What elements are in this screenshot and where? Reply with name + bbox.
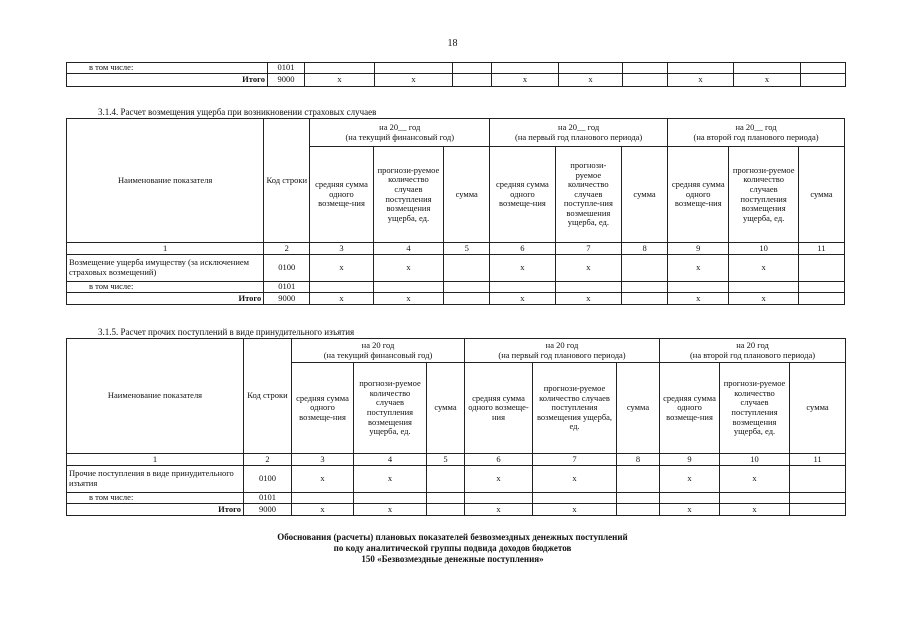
column-header-avg: средняя сумма одного возмеще-ния [490,147,555,243]
x-mark: x [668,74,734,87]
year-header-first-plan: на 20__ год (на первый год планового периода) [490,119,668,147]
x-mark: x [555,255,621,282]
column-header-name: Наименование показателя [67,339,244,454]
column-number: 11 [790,454,846,466]
table-header-row [67,339,846,363]
x-mark: x [354,504,427,516]
column-number: 9 [668,243,729,255]
in-that-label: в том числе: [67,493,244,504]
x-mark: x [354,466,427,493]
row-name: Прочие поступления в виде принудительного изъятия [67,466,244,493]
table-row [67,466,846,493]
in-that-label: в том числе: [67,63,268,74]
x-mark: x [720,466,790,493]
column-number: 6 [490,243,555,255]
x-mark: x [490,293,555,305]
row-code: 0100 [244,466,292,493]
column-number: 5 [427,454,465,466]
column-number: 10 [720,454,790,466]
total-label: Итого [67,74,268,87]
column-header-avg: средняя сумма одного возмеще-ния [310,147,373,243]
column-number: 10 [729,243,799,255]
row-code: 9000 [264,293,310,305]
column-number: 4 [373,243,444,255]
column-header-forecast: прогнози-руемое количество случаев поступления возмещения ущерба, ед. [354,363,427,454]
row-code: 0100 [264,255,310,282]
x-mark: x [668,255,729,282]
column-number: 2 [244,454,292,466]
column-number: 3 [292,454,354,466]
column-number: 6 [465,454,533,466]
total-label: Итого [67,504,244,516]
column-number: 11 [798,243,844,255]
table-row [67,74,846,87]
year-header-first-plan: на 20 год (на первый год планового периода) [465,339,660,363]
column-header-avg: средняя сумма одного возмеще-ния [668,147,729,243]
column-header-sum: сумма [444,147,490,243]
column-header-name: Наименование показателя [67,119,264,243]
column-number: 2 [264,243,310,255]
table-row [67,293,845,305]
column-header-sum: сумма [622,147,668,243]
column-header-avg: средняя сумма одного возмеще-ния [660,363,720,454]
column-header-sum: сумма [798,147,844,243]
column-header-forecast: прогнози-руемое количество случаев поступления возмещения ущерба, ед. [729,147,799,243]
column-header-avg: средняя сумма одного возмеще-ния [292,363,354,454]
column-number-row [67,243,845,255]
x-mark: x [305,74,375,87]
x-mark: x [490,255,555,282]
forced-withdrawal-table [66,338,846,516]
column-number: 3 [310,243,373,255]
damage-compensation-table [66,118,845,305]
row-code: 9000 [268,74,305,87]
column-number: 7 [533,454,617,466]
heading-line: 150 «Безвозмездные денежные поступления» [361,554,544,564]
x-mark: x [660,504,720,516]
x-mark: x [668,293,729,305]
table-row [67,63,846,74]
year-header-second-plan: на 20 год (на второй год планового периода) [660,339,846,363]
table-row [67,255,845,282]
column-header-forecast: прогнози-руемое количество случаев поступления возмещения ущерба, ед. [373,147,444,243]
x-mark: x [559,74,623,87]
column-header-forecast: прогнози-руемое количество случаев поступления возмещения ущерба, ед. [720,363,790,454]
x-mark: x [292,466,354,493]
x-mark: x [533,504,617,516]
year-header-current: на 20__ год (на текущий финансовый год) [310,119,490,147]
row-code: 0101 [244,493,292,504]
top-table [66,62,846,87]
year-header-current: на 20 год (на текущий финансовый год) [292,339,465,363]
page-number: 18 [447,38,458,49]
row-code: 0101 [268,63,305,74]
column-header-code: Код строки [264,119,310,243]
x-mark: x [729,255,799,282]
x-mark: x [373,255,444,282]
column-number: 8 [622,243,668,255]
column-number: 1 [67,243,264,255]
x-mark: x [734,74,801,87]
heading-line: Обоснования (расчеты) плановых показателей безвозмездных денежных поступлений [277,532,628,542]
column-number: 7 [555,243,621,255]
table-row [67,493,846,504]
column-header-sum: сумма [790,363,846,454]
row-code: 0101 [264,282,310,293]
x-mark: x [492,74,559,87]
row-name: Возмещение ущерба имуществу (за исключением страховых возмещений) [67,255,264,282]
column-number: 8 [617,454,660,466]
column-header-code: Код строки [244,339,292,454]
section-caption: 3.1.4. Расчет возмещения ущерба при возникновении страховых случаев [98,107,377,117]
column-header-sum: сумма [617,363,660,454]
x-mark: x [310,293,373,305]
column-header-forecast: прогнози-руемое количество случаев поступления возмещения ущерба, ед. [533,363,617,454]
x-mark: x [373,293,444,305]
next-section-heading [0,532,905,565]
x-mark: x [375,74,453,87]
x-mark: x [533,466,617,493]
column-header-sum: сумма [427,363,465,454]
year-header-second-plan: на 20__ год (на второй год планового периода) [668,119,845,147]
section-caption: 3.1.5. Расчет прочих поступлений в виде принудительного изъятия [98,327,355,337]
table-row [67,504,846,516]
x-mark: x [465,504,533,516]
table-row [67,282,845,293]
table-header-row [67,119,845,147]
x-mark: x [720,504,790,516]
x-mark: x [310,255,373,282]
column-number: 5 [444,243,490,255]
heading-line: по коду аналитической группы подвида доходов бюджетов [333,543,572,553]
x-mark: x [292,504,354,516]
column-number: 1 [67,454,244,466]
x-mark: x [660,466,720,493]
column-header-forecast: прогнози-руемое количество случаев поступле-ния возмешения ущерба, ед. [555,147,621,243]
row-code: 9000 [244,504,292,516]
x-mark: x [555,293,621,305]
x-mark: x [465,466,533,493]
in-that-label: в том числе: [67,282,264,293]
x-mark: x [729,293,799,305]
column-header-avg: средняя сумма одного возмеще-ния [465,363,533,454]
column-number: 9 [660,454,720,466]
column-number-row [67,454,846,466]
total-label: Итого [67,293,264,305]
column-number: 4 [354,454,427,466]
